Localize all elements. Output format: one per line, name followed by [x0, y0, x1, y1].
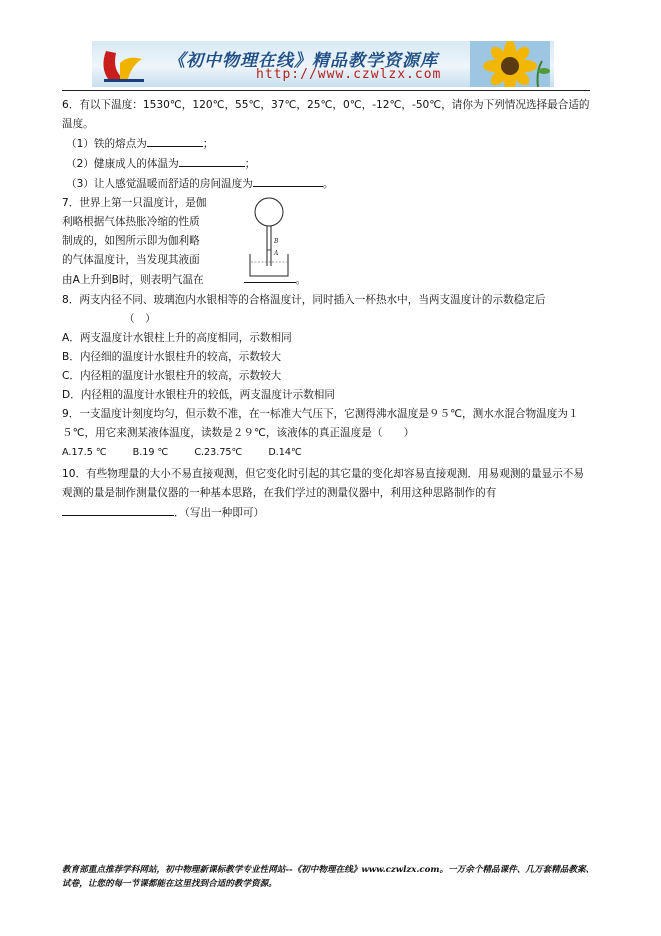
q8-stem: 8．两支内径不同、玻璃泡内水银相等的合格温度计，同时插入一杯热水中，当两支温度计的示数稳定后（ ）: [62, 294, 546, 325]
answer-blank[interactable]: [147, 134, 203, 147]
q9-option-a[interactable]: A.17.5 ℃: [62, 447, 107, 458]
q10-answer: ．（写出一种即可）: [62, 503, 590, 523]
header-rule: [62, 90, 590, 91]
q9-options: [62, 443, 590, 462]
q7-tail: 由A上升到B时，则表明气温在 。: [62, 270, 306, 290]
worksheet: [62, 96, 590, 523]
q6-sub2: （2）健康成人的体温为 ；: [62, 154, 590, 174]
q8-option-b[interactable]: B．内径细的温度计水银柱升的较高，示数较大: [62, 351, 282, 363]
q6-stem: 6．有以下温度：1530℃，120℃，55℃，37℃，25℃，0℃，-12℃，-50℃，请你为下列情况选择最合适的温度。: [62, 99, 590, 130]
q9-option-c[interactable]: C.23.75℃: [194, 447, 243, 458]
q6-sub1: （1）铁的熔点为 ；: [62, 134, 590, 154]
answer-paren[interactable]: （ ）: [124, 313, 156, 325]
q9-option-d[interactable]: D.14℃: [268, 447, 302, 458]
answer-blank[interactable]: [244, 270, 296, 283]
answer-blank[interactable]: [179, 154, 245, 167]
sunflower-icon: [470, 41, 550, 87]
banner-url[interactable]: http://www.czwlzx.com: [256, 67, 442, 82]
svg-text:A: A: [274, 250, 279, 257]
q6-sub3: （3）让人感觉温暖而舒适的房间温度为 。: [62, 174, 590, 194]
banner-title: 《初中物理在线》精品教学资源库: [168, 51, 438, 71]
q8-option-a[interactable]: A．两支温度计水银柱上升的高度相同，示数相同: [62, 332, 292, 344]
q8-option-d[interactable]: D．内径粗的温度计水银柱升的较低，两支温度计示数相同: [62, 389, 335, 401]
q9-stem: 9．一支温度计刻度均匀，但示数不准，在一标准大气压下，它测得沸水温度是９５℃，测水水混合物温度为１５℃，用它来测某液体温度，读数是２９℃，该液体的真正温度是（ ）: [62, 408, 579, 439]
q9-option-b[interactable]: B.19 ℃: [132, 447, 169, 458]
q8-option-c[interactable]: C．内径粗的温度计水银柱升的较高，示数较大: [62, 370, 282, 382]
answer-blank[interactable]: [62, 503, 174, 516]
svg-text:B: B: [274, 238, 279, 245]
answer-blank[interactable]: [253, 174, 323, 187]
q7: [62, 194, 590, 291]
q7-stem: 7．世界上第一只温度计，是伽 利略根据气体热胀冷缩的性质 制成的，如图所示即为伽利略 的气体温度计，当发现其液面: [62, 197, 207, 266]
q10-stem: 10．有些物理量的大小不易直接观测，但它变化时引起的其它量的变化却容易直接观测．用易观测的量显示不易观测的量是制作测量仪器的一种基本思路，在我们学过的测量仪器中，利用这种思路制作的有: [62, 468, 584, 499]
galileo-thermometer-diagram: [244, 196, 294, 278]
site-logo: [98, 45, 148, 85]
header-banner: [92, 41, 554, 87]
page-footer: 教育部重点推荐学科网站，初中物理新课标教学专业性网站--《初中物理在线》www.czwlzx.com。一万余个精品课件、几万套精品教案、试卷，让您的每一节课都能在这里找到合适的教学资源。: [62, 865, 595, 889]
